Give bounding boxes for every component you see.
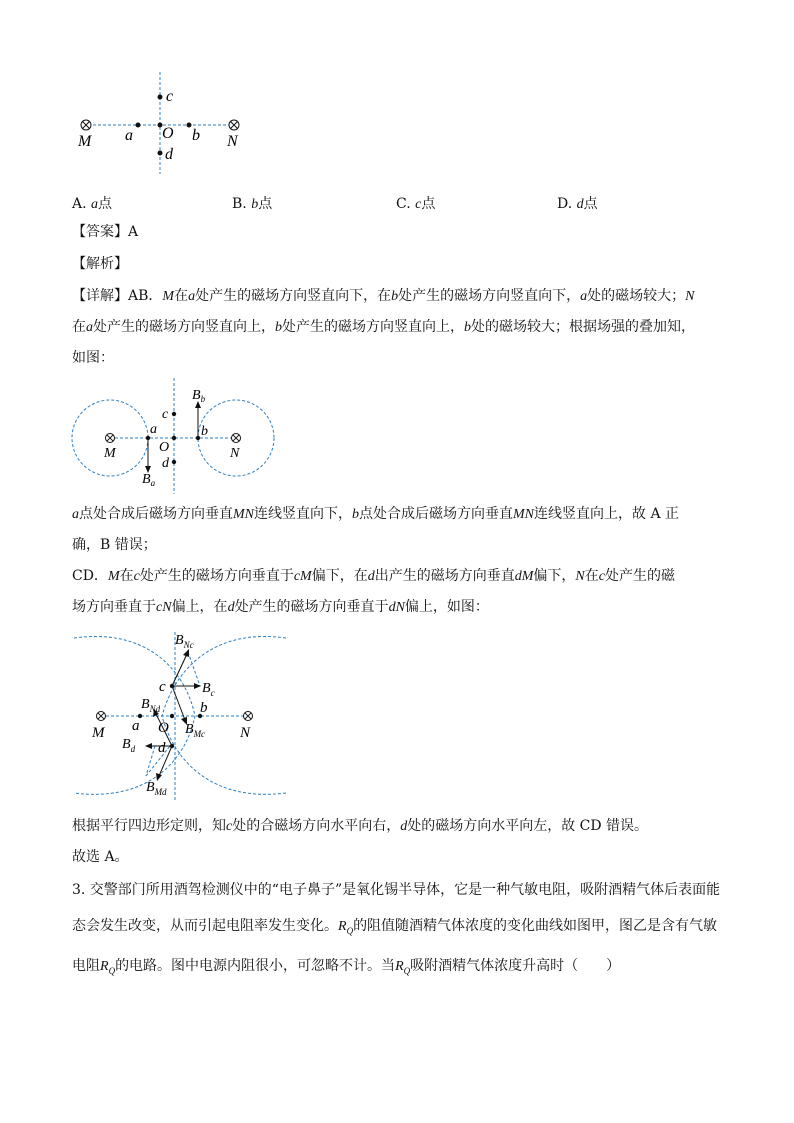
point-c xyxy=(158,95,163,100)
label-BNd: $B_{Nd}$ xyxy=(141,697,161,714)
choice-d[interactable]: D. d点 xyxy=(557,196,598,212)
label-M: M xyxy=(104,446,116,461)
wire-N-icon xyxy=(232,434,241,443)
point-c xyxy=(172,412,176,416)
label-M: M xyxy=(92,725,105,741)
q3-line1: 3. 交警部门所用酒驾检测仪中的“电子鼻子”是氧化锡半导体，它是一种气敏电阻，吸附酒精气体后表面能 xyxy=(72,882,721,898)
label-N: N xyxy=(240,725,251,741)
para2-line1: a点处合成后磁场方向垂直MN连线竖直向下，b点处合成后磁场方向垂直MN连线竖直向上，故 A 正 xyxy=(72,506,680,522)
label-c: c xyxy=(162,407,169,422)
para1-line3: 如图： xyxy=(72,350,114,366)
label-Bc: $B_c$ xyxy=(202,681,215,698)
point-O xyxy=(172,436,176,440)
choice-a[interactable]: A. a点 xyxy=(72,196,113,212)
vector-BMc xyxy=(172,686,187,725)
label-a: a xyxy=(125,127,133,144)
label-c: c xyxy=(166,88,174,105)
point-d xyxy=(172,460,176,464)
q3-line3: 电阻$R_Q$的电路。图中电源内阻很小，可忽略不计。当$R_Q$吸附酒精气体浓度升高时（ ） xyxy=(72,958,621,976)
label-b: b xyxy=(201,424,208,439)
label-a: a xyxy=(150,422,157,437)
wire-M-icon xyxy=(97,712,106,721)
label-BMd: $B_{Md}$ xyxy=(146,780,167,797)
point-b xyxy=(187,123,192,128)
choice-c[interactable]: C. c点 xyxy=(396,196,436,212)
label-O: O xyxy=(158,720,169,736)
label-a: a xyxy=(132,718,140,734)
choice-b[interactable]: B. b点 xyxy=(232,196,273,212)
point-O xyxy=(170,714,174,718)
label-b: b xyxy=(192,127,200,144)
label-d: d xyxy=(165,146,173,163)
wire-M-icon xyxy=(106,434,115,443)
para2-line2: 确，B 错误； xyxy=(72,537,157,553)
label-Ba: $B_a$ xyxy=(142,472,156,488)
label-O: O xyxy=(162,125,174,142)
figure-3-diagram xyxy=(70,628,290,803)
para3-line1: CD．M在c处产生的磁场方向垂直于cM偏下，在d出产生的磁场方向垂直dM偏下，N在c处产生的磁 xyxy=(72,568,675,584)
label-BNc: $B_{Nc}$ xyxy=(175,633,194,650)
para1-line1: 【详解】AB．M在a处产生的磁场方向竖直向下，在b处产生的磁场方向竖直向下，a处的磁场较大；N xyxy=(72,288,695,304)
label-N: N xyxy=(230,446,240,461)
label-Bb: $B_b$ xyxy=(192,388,206,404)
label-b: b xyxy=(200,700,208,716)
q3-line2: 态会发生改变，从而引起电阻率发生变化。$R_Q$的阻值随酒精气体浓度的变化曲线如图甲，图乙是含有气敏 xyxy=(72,918,718,936)
para3-line2: 场方向垂直于cN偏上，在d处产生的磁场方向垂直于dN偏上，如图： xyxy=(72,599,489,615)
point-d xyxy=(158,151,163,156)
label-M: M xyxy=(78,133,92,150)
wire-N-icon xyxy=(244,712,253,721)
para4-line1: 根据平行四边形定则，知c处的合磁场方向水平向右，d处的磁场方向水平向左，故 CD 错误。 xyxy=(72,818,649,834)
para4-line2: 故选 A。 xyxy=(72,849,129,865)
label-O: O xyxy=(159,440,170,455)
analysis-label: 【解析】 xyxy=(72,256,128,272)
label-Bd: $B_d$ xyxy=(122,737,136,754)
wire-M-icon xyxy=(81,120,91,130)
wire-N-icon xyxy=(229,120,239,130)
figure-1-diagram xyxy=(70,68,260,178)
para1-line2: 在a处产生的磁场方向竖直向上，b处产生的磁场方向竖直向上，b处的磁场较大；根据场强的叠加知， xyxy=(72,319,695,335)
figure-2-diagram xyxy=(70,376,280,498)
label-N: N xyxy=(227,133,238,150)
label-BMc: $B_{Mc}$ xyxy=(185,722,206,739)
label-d: d xyxy=(162,456,169,471)
answer-line: 【答案】A xyxy=(72,224,139,240)
label-c: c xyxy=(159,679,166,695)
vector-Ba xyxy=(145,438,151,473)
label-d: d xyxy=(158,740,166,756)
point-a xyxy=(136,123,141,128)
